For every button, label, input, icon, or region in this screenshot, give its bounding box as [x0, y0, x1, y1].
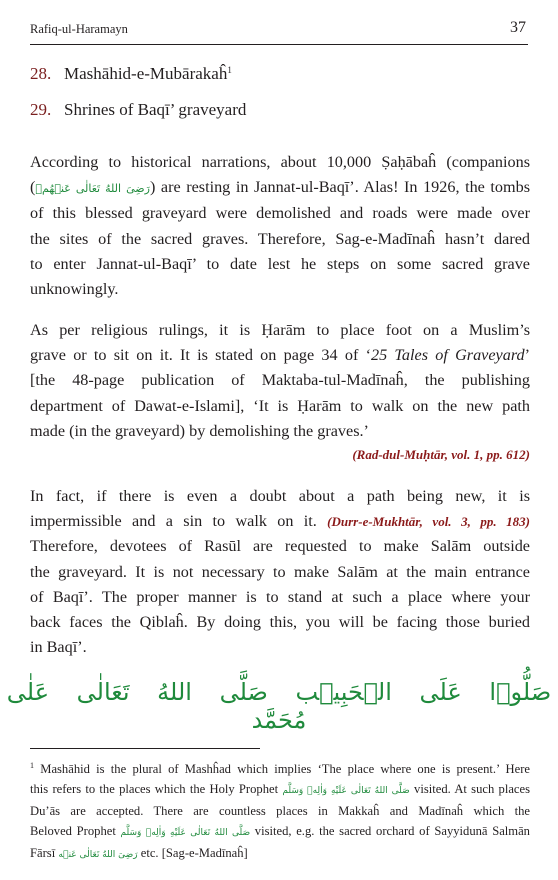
- text-line: made (in the graveyard) by demolishing the graves.’: [30, 421, 369, 440]
- text-line: [the 48-page publication of Maktaba-tul-Madīnaĥ, the publishing: [30, 371, 530, 390]
- text-line: (رَضِیَ اللهُ تَعَالٰی عَنۡهُمۡ) are resting in Jannat-ul-Baqī’. Alas! In 1926, the tombs: [30, 178, 530, 197]
- text-line: Beloved Prophet صَلَّى اللهُ تَعَالٰى عَلَيْهِ وَاٰلِهٖ وَسَلَّم visited, e.g. the sacred orchard of Sayyidunā Salmān: [30, 824, 530, 838]
- text-line: in Baqī’.: [30, 638, 87, 657]
- text-line: grave or to sit on it. It is stated on page 34 of ‘25 Tales of Graveyard’: [30, 346, 531, 365]
- text-line: department of Dawat-e-Islami], ‘It is Ḥarām to walk on the new path: [30, 396, 530, 415]
- text-line: Du’ās are accepted. There are countless places in Makkaĥ and Madīnaĥ which the: [30, 804, 530, 818]
- book-title: Rafiq-ul-Haramayn: [30, 22, 128, 36]
- text-line: $^1$ Mashāhid is the plural of Mashĥad which implies ‘The place where one is present.’ Here: [30, 761, 530, 776]
- list-number: 29.: [30, 100, 52, 119]
- page-header: [30, 18, 528, 45]
- text-line: As per religious rulings, it is Ḥarām to place foot on a Muslim’s: [30, 321, 530, 339]
- list-text: Mashāhid-e-Mubārakaĥ: [64, 64, 228, 83]
- text-line: this refers to the places which the Holy Prophet صَلَّى اللهُ تَعَالٰى عَلَيْهِ وَاٰلِهٖ وَسَلَّم visited. At such places: [30, 782, 530, 796]
- text-line: Therefore, devotees of Rasūl are requested to make Salām outside: [30, 537, 530, 556]
- arabic-honorific: صَلَّى اللهُ تَعَالٰى عَلَيْهِ وَاٰلِهٖ وَسَلَّم: [282, 786, 410, 796]
- footnote-marker[interactable]: 1: [227, 65, 232, 75]
- arabic-honorific: رَضِیَ اللهُ تَعَالٰی عَنۡهُمۡ: [35, 182, 150, 196]
- text-line: of this blessed graveyard were demolished and roads were made over: [30, 204, 530, 223]
- book-title-ref: 25 Tales of Graveyard: [370, 346, 525, 365]
- text-line: back faces the Qiblaĥ. By doing this, you will be facing those buried: [30, 613, 530, 632]
- text-line: According to historical narrations, about 10,000 Ṣaḥābaĥ (companions: [30, 153, 530, 171]
- text-line: unknowingly.: [30, 280, 119, 299]
- text-line: Fārsī رَضِیَ اللهُ تَعَالٰی عَنۡه etc. [Sag-e-Madīnaĥ]: [30, 846, 248, 860]
- text-line: the graveyard. It is not necessary to make Salām at the main entrance: [30, 562, 530, 581]
- text-line: the sites of the sacred graves. Therefore, Sag-e-Madīnaĥ hasn’t dared: [30, 229, 530, 248]
- arabic-honorific: صَلَّى اللهُ تَعَالٰى عَلَيْهِ وَاٰلِهٖ وَسَلَّم: [120, 828, 251, 838]
- text-line: to enter Jannat-ul-Baqī’ to date lest he steps on some sacred grave: [30, 254, 530, 273]
- footnote: [30, 756, 530, 865]
- paragraph-path-doubt: [30, 484, 530, 660]
- paragraph-baqi-history: [30, 150, 530, 302]
- arabic-honorific: رَضِیَ اللهُ تَعَالٰی عَنۡه: [58, 850, 138, 860]
- citation: (Durr-e-Mukhtār, vol. 3, pp. 183): [327, 514, 531, 530]
- text-line: In fact, if there is even a doubt about a path being new, it is: [30, 487, 530, 505]
- salutation-arabic: صَلُّوۡا عَلَی الۡحَبِیۡب صَلَّی اللهُ تَعَالٰی عَلٰی مُحَمَّد: [6, 678, 552, 734]
- page-number: 37: [510, 19, 526, 36]
- paragraph-religious-ruling: [30, 318, 530, 444]
- text-line: of Baqī’. The proper manner is to stand at such a place where your: [30, 587, 530, 606]
- list-item: [30, 64, 232, 84]
- citation: (Rad-dul-Muḥtār, vol. 1, pp. 612): [352, 447, 530, 462]
- list-item: [30, 100, 246, 120]
- list-text: Shrines of Baqī’ graveyard: [64, 100, 247, 119]
- text-line: impermissible and a sin to walk on it. (Durr-e-Mukhtār, vol. 3, pp. 183): [30, 512, 531, 531]
- list-number: 28.: [30, 64, 52, 83]
- footnote-divider: [30, 748, 260, 749]
